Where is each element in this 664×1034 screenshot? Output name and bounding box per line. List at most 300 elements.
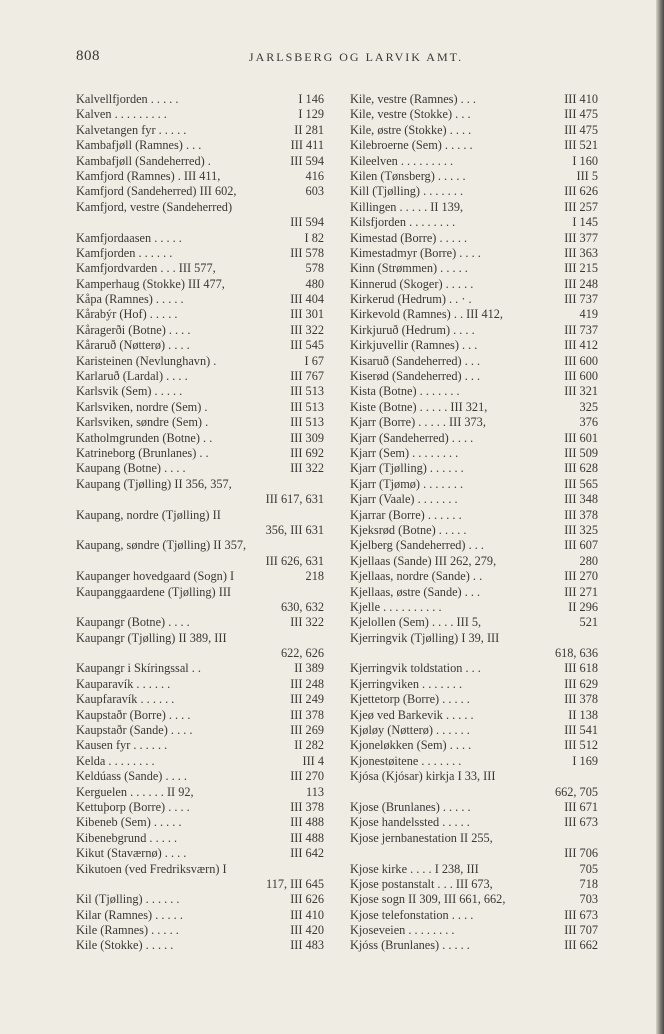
index-entry (76, 631, 324, 646)
entry-term: Kalvellfjorden . . . . . (76, 92, 179, 106)
index-entry (76, 92, 324, 107)
entry-term: Kausen fyr . . . . . . (76, 738, 168, 753)
index-entry (76, 538, 324, 553)
entry-term: Kjeø ved Barkevik . . . . . (350, 707, 474, 722)
entry-reference: III 348 (564, 492, 598, 507)
entry-term: Kjarrar (Borre) . . . . . . (350, 507, 462, 522)
entry-term: Kile (Ramnes) . . . . . (76, 923, 179, 938)
index-entry (350, 461, 598, 476)
entry-reference: 703 (579, 892, 598, 907)
entry-term: Karlsviken, søndre (Sem) . (76, 415, 209, 430)
entry-reference: III 488 (290, 830, 324, 845)
entry-reference: III 257 (564, 199, 598, 214)
entry-reference: III 594 (290, 215, 324, 230)
entry-term: Kårabýr (Hof) . . . . . (76, 307, 178, 322)
entry-term: Kaupstaðr (Borre) . . . . (76, 707, 191, 722)
index-entry (76, 692, 324, 707)
entry-term: Karisteinen (Nevlunghavn) . (76, 353, 217, 368)
entry-reference: III 378 (290, 707, 324, 722)
index-entry (350, 384, 598, 399)
entry-term: Kjelle . . . . . . . . . . (350, 599, 442, 614)
index-entry (76, 261, 324, 276)
index-entry (350, 231, 598, 246)
entry-term: Kileelven . . . . . . . . . (350, 153, 454, 168)
entry-term: Kaupangr i Skíringssal . . (76, 661, 202, 676)
index-entry (350, 446, 598, 461)
entry-term: Kile, østre (Stokke) . . . . (350, 122, 472, 137)
entry-term: Kjose kirke . . . . I 238, III (350, 861, 479, 876)
entry-reference: III 475 (564, 122, 598, 137)
entry-reference: III 412 (564, 338, 598, 353)
entry-term: Kinnerud (Skoger) . . . . . (350, 276, 474, 291)
entry-reference: III 4 (302, 753, 324, 768)
entry-term: Kibeneb (Sem) . . . . . (76, 815, 182, 830)
index-entry (76, 461, 324, 476)
entry-term: Kaupstaðr (Sande) . . . . (76, 723, 193, 738)
entry-reference: III 737 (564, 292, 598, 307)
entry-term: Kikut (Staværnø) . . . . (76, 846, 187, 861)
entry-reference: I 146 (298, 92, 324, 106)
entry-reference: III 545 (290, 338, 324, 353)
index-entry (76, 307, 324, 322)
index-entry (76, 492, 324, 507)
entry-term: Kjose sogn II 309, III 661, 662, (350, 892, 506, 907)
entry-reference: III 404 (290, 292, 324, 307)
entry-term: Kaupang, søndre (Tjølling) II 357, (76, 538, 247, 553)
entry-term: Katrineborg (Brunlanes) . . (76, 445, 209, 460)
index-entry (350, 769, 598, 784)
entry-reference: 578 (305, 261, 324, 276)
index-entry (76, 508, 324, 523)
index-entry (76, 600, 324, 615)
index-entry (76, 646, 324, 661)
index-entry (76, 215, 324, 230)
entry-reference: 416 (305, 168, 324, 183)
entry-reference: III 411 (290, 138, 324, 153)
entry-reference: III 475 (564, 107, 598, 122)
entry-reference: II 389 (294, 661, 324, 676)
index-entry (350, 215, 598, 230)
index-entry (76, 323, 324, 338)
index-entry (350, 569, 598, 584)
entry-reference: II 138 (568, 707, 598, 722)
entry-reference: III 270 (564, 569, 598, 584)
index-entry (76, 785, 324, 800)
index-entry (76, 846, 324, 861)
page-header (76, 48, 636, 72)
index-entry (350, 831, 598, 846)
entry-term: Katholmgrunden (Botne) . . (76, 430, 213, 445)
entry-reference: III 673 (564, 815, 598, 830)
entry-term: Kjarr (Vaale) . . . . . . . (350, 492, 458, 507)
index-entry (350, 708, 598, 723)
entry-term: Kaupang, nordre (Tjølling) II (76, 507, 221, 522)
index-entry (76, 338, 324, 353)
index-entry (350, 600, 598, 615)
entry-reference: 622, 626 (280, 646, 324, 661)
index-entry (350, 508, 598, 523)
index-entry (350, 200, 598, 215)
entry-reference: III 363 (564, 245, 598, 260)
entry-term: Kambafjøll (Sandeherred) . (76, 153, 211, 168)
entry-reference: III 578 (290, 245, 324, 260)
entry-term: Kalven . . . . . . . . . (76, 107, 167, 122)
index-entry (350, 785, 598, 800)
entry-term: Kjóss (Brunlanes) . . . . . (350, 938, 470, 953)
entry-reference: III 410 (564, 92, 598, 106)
entry-term: Kjellaas, østre (Sande) . . . (350, 584, 481, 599)
index-entry (350, 723, 598, 738)
entry-term: Kjøløy (Nøtterø) . . . . . . (350, 723, 470, 738)
entry-reference: III 483 (290, 938, 324, 953)
entry-reference: III 707 (564, 923, 598, 938)
entry-reference: 603 (305, 184, 324, 199)
index-entry (76, 200, 324, 215)
entry-reference: III 378 (290, 799, 324, 814)
entry-term: Kamfjordvarden . . . III 577, (76, 261, 216, 276)
entry-reference: III 600 (564, 353, 598, 368)
entry-term: Kiste (Botne) . . . . . III 321, (350, 399, 488, 414)
entry-reference: I 82 (304, 230, 324, 245)
index-entry (350, 123, 598, 138)
entry-term: Kimestad (Borre) . . . . . (350, 230, 468, 245)
index-entry (350, 492, 598, 507)
entry-reference: III 248 (290, 676, 324, 691)
entry-reference: III 521 (564, 138, 598, 153)
entry-reference: 356, III 631 (265, 522, 324, 537)
entry-term: Kjose handelssted . . . . . (350, 815, 470, 830)
entry-term: Kilebroerne (Sem) . . . . . (350, 138, 473, 153)
index-entry (76, 815, 324, 830)
index-entry (350, 277, 598, 292)
index-entry (350, 138, 598, 153)
index-entry (350, 923, 598, 938)
index-entry (76, 169, 324, 184)
entry-term: Kettuþorp (Borre) . . . . (76, 799, 190, 814)
entry-term: Kjelollen (Sem) . . . . III 5, (350, 615, 482, 630)
index-entry (350, 323, 598, 338)
entry-reference: 218 (305, 569, 324, 584)
index-entry (350, 154, 598, 169)
entry-reference: III 322 (290, 461, 324, 476)
index-entry (350, 169, 598, 184)
entry-term: Kjose postanstalt . . . III 673, (350, 876, 493, 891)
index-entry (76, 477, 324, 492)
entry-term: Kjerringvik (Tjølling) I 39, III (350, 630, 500, 645)
entry-term: Killingen . . . . . II 139, (350, 199, 464, 214)
entry-reference: 718 (579, 876, 598, 891)
entry-term: Kikutoen (ved Fredriksværn) I (76, 861, 227, 876)
index-entry (76, 938, 324, 953)
entry-reference: III 509 (564, 445, 598, 460)
entry-term: Kaupangr (Tjølling) II 389, III (76, 630, 227, 645)
entry-reference: III 601 (564, 430, 598, 445)
index-entry (350, 738, 598, 753)
entry-reference: 521 (579, 615, 598, 630)
entry-reference: 480 (305, 276, 324, 291)
index-entry (350, 369, 598, 384)
index-entry (350, 908, 598, 923)
index-entry (76, 754, 324, 769)
index-entry (76, 154, 324, 169)
entry-term: Kamfjord (Sandeherred) III 602, (76, 184, 237, 199)
index-entry (350, 246, 598, 261)
entry-reference: II 296 (568, 599, 598, 614)
index-entry (76, 246, 324, 261)
index-entry (350, 400, 598, 415)
index-entry (76, 107, 324, 122)
entry-reference: III 673 (564, 907, 598, 922)
index-entry (76, 908, 324, 923)
entry-term: Kamfjord (Ramnes) . III 411, (76, 168, 221, 183)
entry-term: Kjarr (Sem) . . . . . . . . (350, 445, 459, 460)
entry-reference: III 513 (290, 384, 324, 399)
entry-term: Kjettetorp (Borre) . . . . . (350, 692, 470, 707)
entry-reference: III 488 (290, 815, 324, 830)
entry-reference: 705 (579, 861, 598, 876)
index-entry (350, 862, 598, 877)
entry-reference: III 420 (290, 923, 324, 938)
entry-reference: III 767 (290, 369, 324, 384)
entry-term: Kjonestøitene . . . . . . . (350, 753, 462, 768)
entry-term: Kambafjøll (Ramnes) . . . (76, 138, 202, 153)
running-title: JARLSBERG OG LARVIK AMT. (248, 50, 464, 64)
entry-term: Kile (Stokke) . . . . . (76, 938, 174, 953)
entry-reference: III 541 (564, 723, 598, 738)
entry-reference: 419 (579, 307, 598, 322)
index-entry (350, 585, 598, 600)
index-entry (350, 646, 598, 661)
index-entry (76, 231, 324, 246)
entry-term: Kibenebgrund . . . . . (76, 830, 178, 845)
entry-reference: III 618 (564, 661, 598, 676)
index-entry (350, 938, 598, 953)
entry-reference: III 692 (290, 445, 324, 460)
entry-term: Kauparavík . . . . . . (76, 676, 171, 691)
entry-reference: III 248 (564, 276, 598, 291)
entry-reference: III 626 (564, 184, 598, 199)
entry-reference: 662, 705 (554, 784, 598, 799)
entry-term: Kirkjuruð (Hedrum) . . . . (350, 322, 475, 337)
entry-reference: III 322 (290, 322, 324, 337)
entry-reference: III 271 (564, 584, 598, 599)
entry-reference: I 160 (572, 153, 598, 168)
entry-term: Kaupfaravík . . . . . . (76, 692, 175, 707)
entry-term: Kilsfjorden . . . . . . . . (350, 215, 456, 230)
entry-reference: III 628 (564, 461, 598, 476)
entry-reference: III 512 (564, 738, 598, 753)
entry-reference: I 67 (304, 353, 324, 368)
index-entry (76, 769, 324, 784)
entry-term: Karlsviken, nordre (Sem) . (76, 399, 208, 414)
entry-term: Kaupangr (Botne) . . . . (76, 615, 190, 630)
index-entry (76, 292, 324, 307)
entry-term: Kåpa (Ramnes) . . . . . (76, 292, 184, 307)
entry-reference: II 281 (294, 122, 324, 137)
index-entry (76, 138, 324, 153)
entry-term: Kilen (Tønsberg) . . . . . (350, 168, 466, 183)
index-entry (76, 277, 324, 292)
entry-term: Kjose telefonstation . . . . (350, 907, 474, 922)
entry-reference: III 301 (290, 307, 324, 322)
index-entry (76, 123, 324, 138)
entry-term: Kalvetangen fyr . . . . . (76, 122, 187, 137)
entry-term: Kile, vestre (Stokke) . . . (350, 107, 471, 122)
entry-reference: 280 (579, 553, 598, 568)
entry-reference: III 706 (564, 846, 598, 861)
entry-reference: III 378 (564, 692, 598, 707)
entry-term: Kjose jernbanestation II 255, (350, 830, 493, 845)
entry-term: Kjósa (Kjósar) kirkja I 33, III (350, 769, 496, 784)
entry-term: Kelda . . . . . . . . (76, 753, 155, 768)
index-entry (76, 415, 324, 430)
entry-term: Kjarr (Sandeherred) . . . . (350, 430, 474, 445)
index-entry (350, 292, 598, 307)
index-entry (350, 815, 598, 830)
entry-reference: III 309 (290, 430, 324, 445)
entry-term: Kjerringviken . . . . . . . (350, 676, 463, 691)
index-entry (350, 523, 598, 538)
entry-reference: III 642 (290, 846, 324, 861)
entry-term: Karlaruð (Lardal) . . . . (76, 369, 188, 384)
entry-reference: III 594 (290, 153, 324, 168)
index-entry (350, 92, 598, 107)
entry-reference: I 145 (572, 215, 598, 230)
index-entry (350, 615, 598, 630)
entry-term: Kirkevold (Ramnes) . . III 412, (350, 307, 503, 322)
index-entry (350, 892, 598, 907)
entry-term: Kjarr (Tjølling) . . . . . . (350, 461, 464, 476)
entry-reference: III 322 (290, 615, 324, 630)
index-entry (76, 523, 324, 538)
index-entry (350, 661, 598, 676)
entry-term: Keldúass (Sande) . . . . (76, 769, 187, 784)
entry-term: Kamperhaug (Stokke) III 477, (76, 276, 225, 291)
index-entry (350, 261, 598, 276)
entry-term: Kjose (Brunlanes) . . . . . (350, 799, 471, 814)
entry-reference: III 565 (564, 476, 598, 491)
entry-term: Kjellaas (Sande) III 262, 279, (350, 553, 497, 568)
entry-term: Kista (Botne) . . . . . . . (350, 384, 460, 399)
entry-reference: III 249 (290, 692, 324, 707)
entry-reference: III 325 (564, 522, 598, 537)
entry-term: Kjellaas, nordre (Sande) . . (350, 569, 483, 584)
entry-reference: III 662 (564, 938, 598, 953)
entry-reference: III 513 (290, 415, 324, 430)
entry-term: Kåragerði (Botne) . . . . (76, 322, 191, 337)
index-entry (350, 338, 598, 353)
index-entry (350, 631, 598, 646)
index-entry (350, 677, 598, 692)
entry-term: Kåraruð (Nøtterø) . . . . (76, 338, 190, 353)
entry-reference: III 410 (290, 907, 324, 922)
entry-reference: III 5 (576, 168, 598, 183)
entry-term: Kilar (Ramnes) . . . . . (76, 907, 183, 922)
entry-term: Kile, vestre (Ramnes) . . . (350, 92, 477, 106)
entry-term: Kirkerud (Hedrum) . . · . (350, 292, 472, 307)
entry-term: Kiserød (Sandeherred) . . . (350, 369, 481, 384)
entry-reference: III 671 (564, 799, 598, 814)
entry-term: Kjoseveien . . . . . . . . (350, 923, 455, 938)
entry-term: Kill (Tjølling) . . . . . . . (350, 184, 464, 199)
entry-reference: III 321 (564, 384, 598, 399)
entry-reference: III 377 (564, 230, 598, 245)
index-entry (76, 585, 324, 600)
index-entry (76, 554, 324, 569)
entry-reference: III 607 (564, 538, 598, 553)
index-entry (350, 477, 598, 492)
index-entry (76, 892, 324, 907)
index-entry (76, 923, 324, 938)
page-edge (656, 0, 664, 1034)
entry-reference: III 378 (564, 507, 598, 522)
entry-term: Kaupanggaardene (Tjølling) III (76, 584, 232, 599)
index-entry (76, 384, 324, 399)
entry-term: Kjeksrød (Botne) . . . . . (350, 522, 467, 537)
entry-term: Kimestadmyr (Borre) . . . . (350, 245, 481, 260)
entry-reference: 113 (306, 784, 324, 799)
entry-term: Kamfjord, vestre (Sandeherred) (76, 199, 233, 214)
index-entry (76, 877, 324, 892)
entry-term: Kjerringvik toldstation . . . (350, 661, 481, 676)
index-entry (76, 431, 324, 446)
index-entry (350, 846, 598, 861)
entry-term: Kaupang (Botne) . . . . (76, 461, 186, 476)
entry-reference: III 737 (564, 322, 598, 337)
index-entry (350, 692, 598, 707)
entry-reference: III 626 (290, 892, 324, 907)
entry-reference: III 269 (290, 723, 324, 738)
entry-reference: III 626, 631 (265, 553, 324, 568)
entry-term: Kamfjorden . . . . . . (76, 245, 173, 260)
index-entry (76, 446, 324, 461)
index-entry (76, 615, 324, 630)
index-column-left (76, 92, 324, 954)
index-entry (76, 400, 324, 415)
entry-term: Kaupanger hovedgaard (Sogn) I (76, 569, 235, 584)
entry-reference: III 617, 631 (265, 492, 324, 507)
entry-term: Kaupang (Tjølling) II 356, 357, (76, 476, 232, 491)
entry-term: Kjarr (Borre) . . . . . III 373, (350, 415, 486, 430)
entry-reference: 117, III 645 (266, 876, 324, 891)
index-column-right (350, 92, 598, 954)
entry-reference: 630, 632 (280, 599, 324, 614)
entry-reference: 376 (579, 415, 598, 430)
entry-reference: III 215 (564, 261, 598, 276)
index-entry (350, 754, 598, 769)
index-entry (76, 569, 324, 584)
index-entry (76, 723, 324, 738)
index-entry (76, 862, 324, 877)
entry-reference: III 600 (564, 369, 598, 384)
entry-reference: III 270 (290, 769, 324, 784)
entry-term: Karlsvik (Sem) . . . . . (76, 384, 183, 399)
entry-term: Kinn (Strømmen) . . . . . (350, 261, 468, 276)
index-entry (350, 538, 598, 553)
entry-term: Kjoneløkken (Sem) . . . . (350, 738, 472, 753)
index-entry (76, 661, 324, 676)
entry-term: Kjarr (Tjømø) . . . . . . . (350, 476, 464, 491)
entry-term: Kirkjuvellir (Ramnes) . . . (350, 338, 478, 353)
entry-reference: 618, 636 (554, 646, 598, 661)
entry-reference: I 129 (298, 107, 324, 122)
entry-reference: III 513 (290, 399, 324, 414)
entry-reference: I 169 (572, 753, 598, 768)
entry-reference: II 282 (294, 738, 324, 753)
index-entry (350, 107, 598, 122)
entry-term: Kisaruð (Sandeherred) . . . (350, 353, 481, 368)
index-entry (350, 307, 598, 322)
